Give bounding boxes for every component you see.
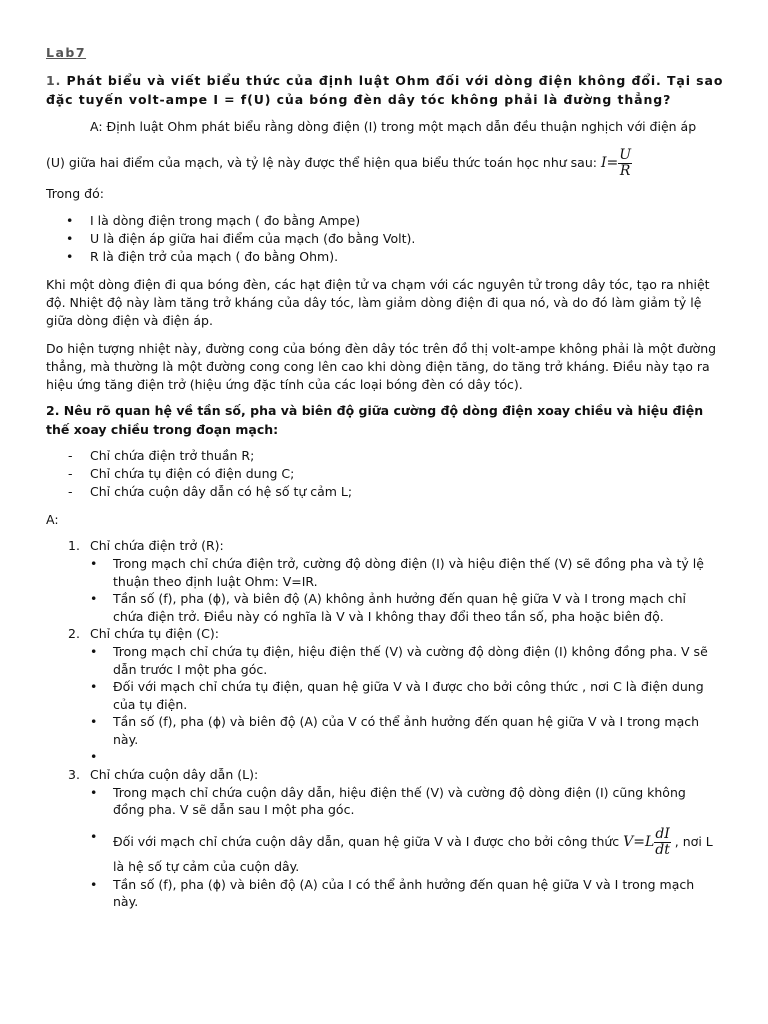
inductor-formula-lhs: V=L [623,833,655,850]
circuit-case-item: - Chỉ chứa điện trở thuần R; [46,447,726,465]
case-detail-formula [46,819,713,858]
case-detail: • Đối với mạch chỉ chứa tụ điện, quan hệ giữa V và I được cho bởi công thức , nơi C là điện dung của tụ điện. [46,678,713,713]
case-detail: • Tần số (f), pha (ϕ) và biên độ (A) của I có thể ảnh hưởng đến quan hệ giữa V và I trong mạch này. [46,876,713,911]
case-label: Chỉ chứa điện trở (R): [90,538,224,553]
inductor-formula-fraction [654,827,671,858]
inductor-formula-after: , nơi L [674,833,713,849]
inductor-formula-text: Đối với mạch chỉ chứa cuộn dây dẫn, quan hệ giữa V và I được cho bởi công thức [113,833,620,849]
case-resistor [46,537,726,555]
ohm-formula-denominator: R [619,163,631,179]
answer-1-line2-text: (U) giữa hai điểm của mạch, và tỷ lệ này được thể hiện qua biểu thức toán học như sau: [46,155,597,170]
inductor-formula-numerator: dI [655,825,670,842]
case-number: 1. [68,538,80,553]
circuit-cases-list [46,447,726,501]
definition-item: • I là dòng điện trong mạch ( đo bằng Ampe) [46,212,726,230]
answer-2-label: A: [46,512,59,527]
where-label: Trong đó: [46,186,104,201]
case-detail: • Trong mạch chỉ chứa tụ điện, hiệu điện thế (V) và cường độ dòng điện (I) không đồng pha. V sẽ dẫn trước I một pha góc. [46,643,713,678]
inductor-formula-denominator: dt [655,841,670,858]
ohm-formula-numerator: U [619,147,632,163]
case-label: Chỉ chứa tụ điện (C): [90,626,219,641]
case-label: Chỉ chứa cuộn dây dẫn (L): [90,766,259,782]
circuit-case-item: - Chỉ chứa tụ điện có điện dung C; [46,465,726,483]
ohm-formula-lhs: I= [600,155,619,171]
paragraph-heating: Khi một dòng điện đi qua bóng đèn, các hạt điện tử va chạm với các nguyên tử trong dây tóc, tạo ra nhiệt độ. Nhiệt độ này làm tăng trở kháng của dây tóc, làm giảm dòng điện đi qua nó, và do đó làm giảm tỷ lệ giữa dòng điện và điện áp. [46,277,710,328]
case-detail: • Tần số (f), pha (ϕ), và biên độ (A) không ảnh hưởng đến quan hệ giữa V và I trong mạch chỉ chứa điện trở. Điều này có nghĩa là V và I không thay đổi theo tần số, pha hoặc biên độ. [46,590,713,625]
case-detail: • Tần số (f), pha (ϕ) và biên độ (A) của V có thể ảnh hưởng đến quan hệ giữa V và I trong mạch này. [46,713,713,748]
answer-2-list [46,537,726,911]
ohm-formula-fraction [618,148,632,179]
case-number: 2. [68,626,80,641]
question-1-number: 1. [46,73,62,88]
answer-1-line1: A: Định luật Ohm phát biểu rằng dòng điện (I) trong một mạch dẫn đều thuận nghịch với điện áp [90,119,697,134]
case-detail: • Trong mạch chỉ chứa điện trở, cường độ dòng điện (I) và hiệu điện thế (V) sẽ đồng pha và tỷ lệ thuận theo định luật Ohm: V=IR. [46,555,713,590]
question-1-text: Phát biểu và viết biểu thức của định luật Ohm đối với dòng điện không đổi. Tại sao đặc tuyến volt-ampe I = f(U) của bóng đèn dây tóc không phải là đường thẳng? [46,73,724,107]
paragraph-curve: Do hiện tượng nhiệt này, đường cong của bóng đèn dây tóc trên đồ thị volt-ampe không phải là một đường thẳng, mà thường là một đường cong cong lên cao khi dòng điện tăng, do tăng trở kháng. Điều này tạo ra hiệu ứng tăng điện trở (hiệu ứng đặc tính của các loại bóng đèn có dây tóc). [46,341,717,392]
question-2: 2. Nêu rõ quan hệ về tần số, pha và biên độ giữa cường độ dòng điện xoay chiều và hiệu điện thế xoay chiều trong đoạn mạch: [46,403,704,437]
inductor-formula-continuation: là hệ số tự cảm của cuộn dây. [113,858,300,874]
case-number: 3. [68,766,80,782]
definition-item: • U là điện áp giữa hai điểm của mạch (đo bằng Volt). [46,230,726,248]
definition-item: • R là điện trở của mạch ( đo bằng Ohm). [46,248,726,266]
document-title: Lab7 [46,45,87,60]
case-inductor [46,766,726,784]
case-capacitor [46,625,726,643]
question-1 [46,71,726,109]
case-detail-empty [46,748,713,766]
circuit-case-item: - Chỉ chứa cuộn dây dẫn có hệ số tự cảm L; [46,483,726,501]
answer-1-line2 [46,148,726,179]
definitions-list [46,212,726,266]
case-detail: • Trong mạch chỉ chứa cuộn dây dẫn, hiệu điện thế (V) và cường độ dòng điện (I) cũng không đồng pha. V sẽ dẫn sau I một pha góc. [46,784,713,819]
